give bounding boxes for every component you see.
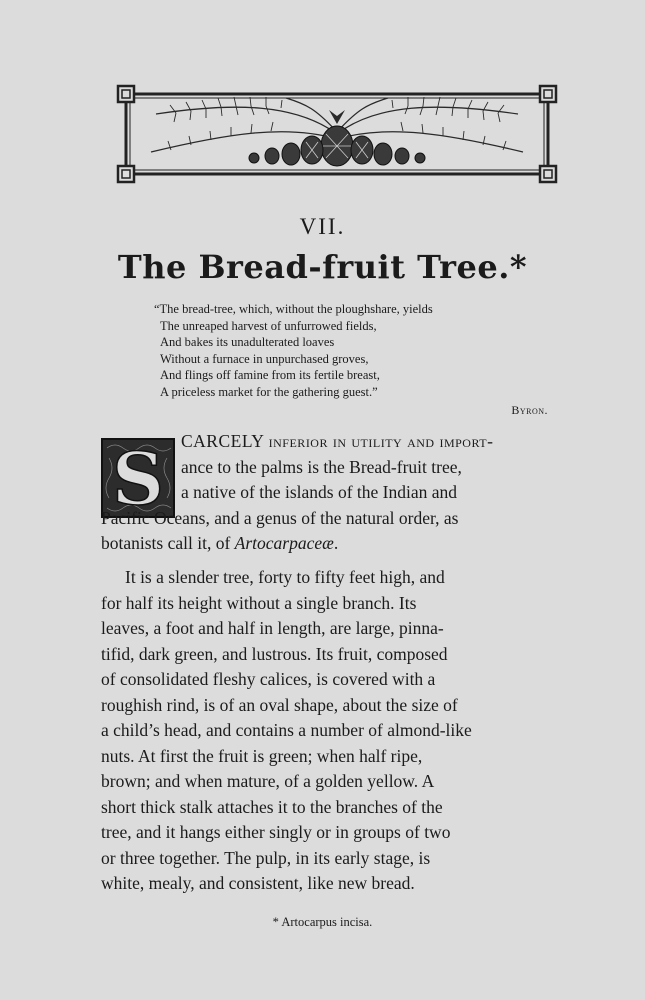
paragraph-line: a native of the islands of the Indian and	[181, 482, 458, 502]
paragraph-line: tifid, dark green, and lustrous. Its fruit, composed	[101, 643, 448, 664]
paragraph-line: nuts. At first the fruit is green; when half ripe,	[101, 745, 423, 766]
paragraph-1	[101, 429, 551, 557]
paragraph-2	[101, 565, 551, 897]
paragraph-line: white, mealy, and consistent, like new bread.	[101, 873, 415, 893]
footnote: * Artocarpus incisa.	[272, 915, 373, 929]
ornamental-header-banner	[116, 84, 558, 184]
epigraph-poem	[154, 301, 555, 400]
latin-term: Artocarpaceæ	[234, 533, 334, 553]
paragraph-line: of consolidated fleshy calices, is covered with a	[101, 669, 436, 689]
paragraph-line: CARCELY inferior in utility and import-	[181, 431, 494, 451]
drop-cap-letter: S	[112, 438, 164, 518]
paragraph-line: or three together. The pulp, in its early stage, is	[101, 847, 431, 868]
paragraph-line: It is a slender tree, forty to fifty feet high, and	[125, 567, 445, 587]
epigraph-line: The unreaped harvest of unfurrowed fields,	[160, 318, 377, 333]
epigraph-attribution: Byron.	[511, 403, 548, 417]
paragraph-line: brown; and when mature, of a golden yellow. A	[101, 771, 435, 791]
epigraph-line: And flings off famine from its fertile breast,	[160, 368, 380, 382]
chapter-title: The Bread-fruit Tree.*	[117, 248, 528, 286]
paragraph-line: Pacific Oceans, and a genus of the natural order, as	[101, 507, 459, 528]
epigraph-line: A priceless market for the gathering guest.”	[160, 384, 378, 399]
epigraph-line: “The bread-tree, which, without the ploughshare, yields	[154, 302, 433, 316]
paragraph-line: tree, and it hangs either singly or in groups of two	[101, 822, 451, 842]
epigraph-line: Without a furnace in unpurchased groves,	[160, 351, 369, 366]
paragraph-line: for half its height without a single branch. Its	[101, 592, 417, 613]
paragraph-line: ance to the palms is the Bread-fruit tree,	[181, 456, 462, 477]
paragraph-line: short thick stalk attaches it to the branches of the	[101, 796, 443, 817]
paragraph-line: roughish rind, is of an oval shape, about the size of	[101, 694, 458, 715]
paragraph-line: botanists call it, of Artocarpaceæ.	[101, 533, 339, 553]
paragraph-line: leaves, a foot and half in length, are large, pinna-	[101, 618, 444, 638]
epigraph-line: And bakes its unadulterated loaves	[160, 335, 335, 349]
chapter-number: VII.	[299, 214, 346, 239]
paragraph-line: a child’s head, and contains a number of almond-like	[101, 720, 472, 740]
